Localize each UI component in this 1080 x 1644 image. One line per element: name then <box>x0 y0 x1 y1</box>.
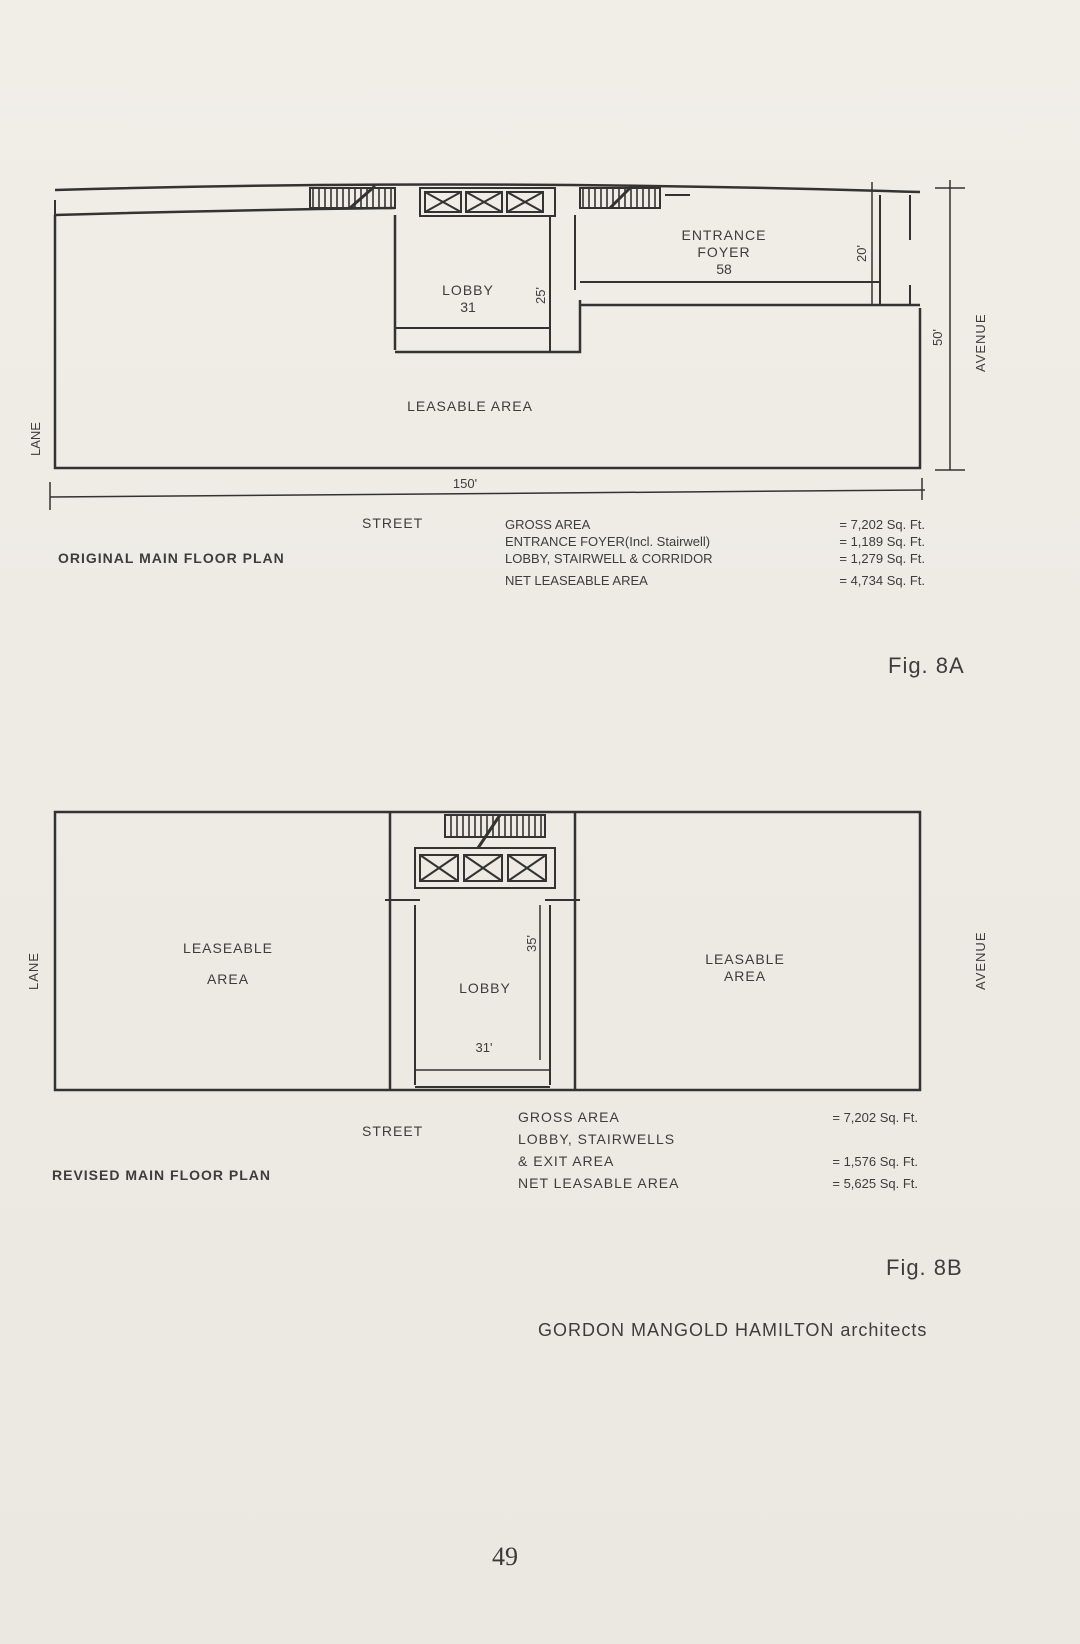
lane-label-b: LANE <box>26 952 41 990</box>
dim-lobby-depth-a: 25' <box>533 287 548 304</box>
leasable-left-line1: LEASEABLE <box>183 940 273 956</box>
elevator-cars-a <box>425 192 543 212</box>
lane-label-a: LANE <box>28 422 43 456</box>
lobby-a-label: LOBBY <box>442 282 494 298</box>
leasable-area-a: LEASABLE AREA <box>407 398 533 414</box>
area-b-label-0: GROSS AREA <box>518 1109 620 1125</box>
street-label-b: STREET <box>362 1123 424 1139</box>
leasable-left-line2: AREA <box>206 971 250 987</box>
dim-foyer-depth: 20' <box>854 245 869 262</box>
plan-a-title: ORIGINAL MAIN FLOOR PLAN <box>58 550 285 566</box>
dim-width-a: 150' <box>452 476 478 491</box>
dim-lobby-width-b: 31' <box>475 1040 493 1055</box>
area-a-label-0: GROSS AREA <box>505 517 591 532</box>
stair-b <box>445 815 545 837</box>
foyer-label-line1: ENTRANCE <box>681 227 767 243</box>
area-table-a <box>505 517 925 588</box>
area-table-b <box>518 1109 918 1191</box>
figure-8a-label: Fig. 8A <box>888 653 965 678</box>
leasable-right-line1: LEASABLE <box>705 951 785 967</box>
area-a-label-2: LOBBY, STAIRWELL & CORRIDOR <box>505 551 713 566</box>
area-b-value-2: = 1,576 Sq. Ft. <box>832 1154 918 1169</box>
area-b-value-0: = 7,202 Sq. Ft. <box>832 1110 918 1125</box>
plan-b-title: REVISED MAIN FLOOR PLAN <box>52 1167 272 1183</box>
area-b-value-3: = 5,625 Sq. Ft. <box>832 1176 918 1191</box>
area-b-label-3: NET LEASABLE AREA <box>518 1175 680 1191</box>
foyer-room-number: 58 <box>716 261 732 277</box>
figure-8b-label: Fig. 8B <box>886 1255 963 1280</box>
foyer-label-line2: FOYER <box>697 244 751 260</box>
dim-150 <box>50 490 925 497</box>
original-floor-plan <box>50 180 965 510</box>
plan-a-outer-wall <box>55 215 920 468</box>
area-a-value-0: = 7,202 Sq. Ft. <box>839 517 925 532</box>
lobby-b-label: LOBBY <box>459 980 511 996</box>
avenue-label-b: AVENUE <box>973 931 988 990</box>
dim-depth-a: 50' <box>930 329 945 346</box>
avenue-label-a: AVENUE <box>973 313 988 372</box>
area-b-label-2: & EXIT AREA <box>518 1153 615 1169</box>
area-b-label-1: LOBBY, STAIRWELLS <box>518 1131 676 1147</box>
area-a-value-2: = 1,279 Sq. Ft. <box>839 551 925 566</box>
page-number: 49 <box>492 1542 518 1571</box>
area-a-value-1: = 1,189 Sq. Ft. <box>839 534 925 549</box>
area-a-value-3: = 4,734 Sq. Ft. <box>839 573 925 588</box>
leasable-right-line2: AREA <box>723 968 767 984</box>
elevator-cars-b <box>420 855 546 881</box>
area-a-label-3: NET LEASEABLE AREA <box>505 573 648 588</box>
dim-lobby-depth-b: 35' <box>524 935 539 952</box>
area-a-label-1: ENTRANCE FOYER(Incl. Stairwell) <box>505 534 711 549</box>
architect-credit: GORDON MANGOLD HAMILTON architects <box>538 1320 928 1340</box>
street-label-a: STREET <box>362 515 424 531</box>
lobby-a-number: 31 <box>460 299 476 315</box>
